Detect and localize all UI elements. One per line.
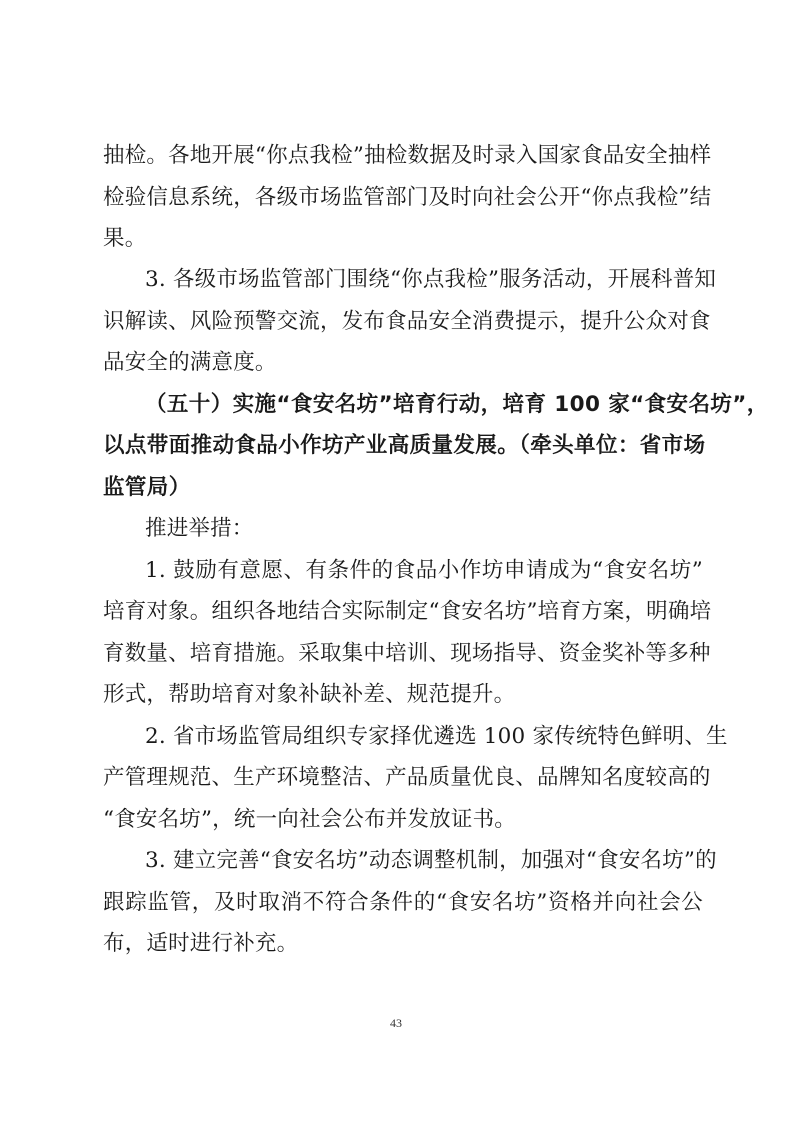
page-number: 43 (390, 1016, 402, 1030)
text-line: 3. 建立完善“食安名坊”动态调整机制，加强对“食安名坊”的 (145, 848, 717, 873)
text-line: 产管理规范、生产环境整洁、产品质量优良、品牌知名度较高的 (103, 765, 711, 790)
text-line: 果。 (103, 226, 147, 251)
text-line: “食安名坊”，统一向社会公布并发放证书。 (103, 807, 516, 832)
text-line: 跟踪监管，及时取消不符合条件的“食安名坊”资格并向社会公 (103, 890, 703, 915)
text-line: 品安全的满意度。 (103, 350, 277, 375)
text-line: 检验信息系统，各级市场监管部门及时向社会公开“你点我检”结 (103, 185, 712, 210)
text-line: 识解读、风险预警交流，发布食品安全消费提示，提升公众对食 (103, 309, 711, 334)
text-line: 培育对象。组织各地结合实际制定“食安名坊”培育方案，明确培 (103, 599, 712, 624)
text-line: 2. 省市场监管局组织专家择优遴选 100 家传统特色鲜明、生 (145, 724, 728, 749)
text-line: 育数量、培育措施。采取集中培训、现场指导、资金奖补等多种 (103, 641, 711, 666)
text-line: 3. 各级市场监管部门围绕“你点我检”服务活动，开展科普知 (145, 267, 717, 292)
section-heading-line: 监管局） (103, 475, 191, 500)
text-line: 形式，帮助培育对象补缺补差、规范提升。 (103, 682, 516, 707)
section-heading-line: 以点带面推动食品小作坊产业高质量发展。（牵头单位：省市场 (103, 433, 706, 458)
section-heading-line: （五十）实施“食安名坊”培育行动，培育 100 家“食安名坊”， (145, 392, 769, 417)
text-line: 布，适时进行补充。 (103, 931, 299, 956)
text-line: 抽检。各地开展“你点我检”抽检数据及时录入国家食品安全抽样 (103, 143, 712, 168)
text-line: 1. 鼓励有意愿、有条件的食品小作坊申请成为“食安名坊” (145, 558, 703, 583)
text-line: 推进举措： (145, 516, 254, 541)
